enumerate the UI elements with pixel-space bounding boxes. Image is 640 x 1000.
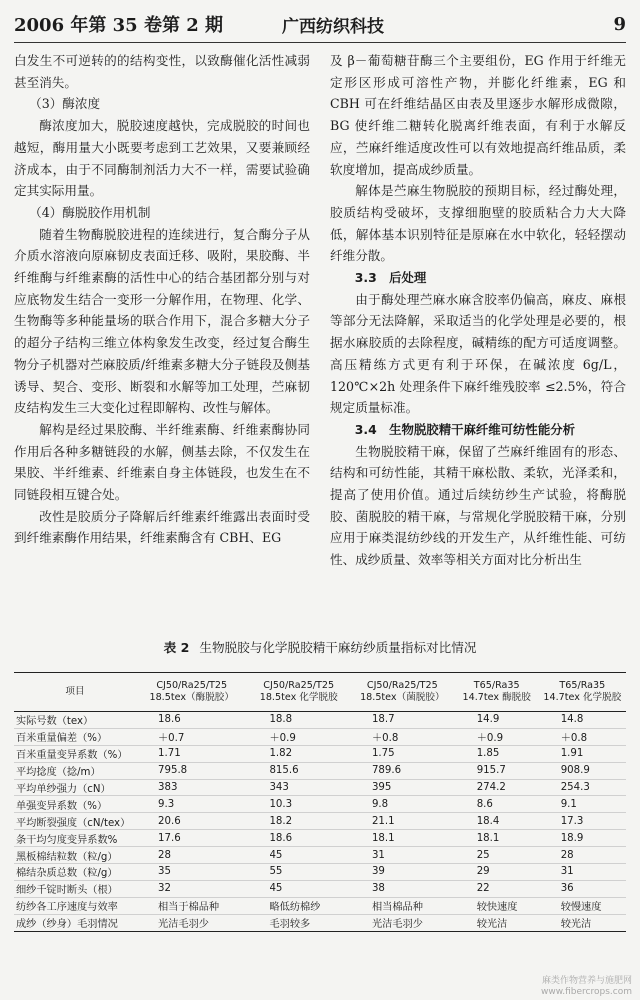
- journal-issue: 2006 年第 35 卷第 2 期: [14, 15, 224, 36]
- section-heading: 3.4 生物脱胶精干麻纤维可纺性能分析: [354, 421, 575, 437]
- cell-value: 22: [455, 880, 539, 897]
- cell-value: 38: [350, 880, 455, 897]
- row-label: 单强变异系数（%）: [14, 796, 136, 813]
- paragraph: 解体是苎麻生物脱胶的预期目标，经过酶处理，胶质结构受破坏，支撑细胞壁的胶质粘合力大大降低，解体基本识别特征是原麻在水中软化，轻轻摆动纤维分散。: [330, 183, 626, 264]
- table-row: [14, 762, 626, 779]
- table-row: [14, 779, 626, 796]
- left-column: [14, 50, 310, 549]
- cell-value: 18.4: [455, 813, 539, 830]
- table-row: [14, 914, 626, 931]
- watermark: [541, 976, 632, 998]
- paragraph: 及 β－葡萄糖苷酶三个主要组份，EG 作用于纤维无定形区形成可溶性产物，并膨化纤维素，EG 和 CBH 可在纤维结晶区由表及里逐步水解形成微隙，BG 使纤维二糖转化脱离纤维表面，有利于水解反应，苎麻纤维适度改性可以有效地提高纤维品质，柔软度增加，提高成纱质量。: [330, 53, 626, 177]
- cell-value: 789.6: [350, 762, 455, 779]
- table-row: [14, 813, 626, 830]
- table-row: [14, 728, 626, 745]
- cell-value: 1.85: [455, 745, 539, 762]
- table-row: [14, 847, 626, 864]
- table-row: [14, 712, 626, 729]
- paragraph: 解构是经过果胶酶、半纤维素酶、纤维素酶协同作用后各种多糖链段的水解，侧基去除，不仅发生在果胶、半纤维素、纤维素自身主体链段，也发生在不同链段相互键合处。: [14, 421, 310, 503]
- cell-value: 31: [539, 864, 626, 881]
- page-header: [14, 6, 626, 43]
- paragraph: 酶浓度加大，脱胶速度越快，完成脱胶的时间也越短，酶用量大小既要考虑到工艺效果，又要兼顾经济成本，由于不同酶制剂活力大不一样，需要试验确定其实际用量。: [14, 118, 310, 199]
- table-caption: [0, 637, 640, 656]
- paragraph: 由于酶处理苎麻水麻含胶率仍偏高，麻皮、麻根等部分无法降解，采取适当的化学处理是必要的，根据水麻胶质的去除程度，碱精练的配方可适度调整。高压精练方式更有利于环保，在碱浓度 6g/L，120℃×2h 处理条件下麻纤维残胶率 ≤2.5%，符合规定质量标准。: [330, 291, 626, 416]
- cell-value: 915.7: [455, 762, 539, 779]
- cell-value: 55: [247, 864, 350, 881]
- row-label: 棉结杂质总数（粒/g）: [14, 864, 136, 881]
- cell-value: 9.1: [539, 796, 626, 813]
- paragraph: 随着生物酶脱胶进程的连续进行，复合酶分子从介质水溶液向原麻韧皮表面迁移、吸附，果胶酶、半纤维酶与纤维素酶的活性中心的结合基团都分别与对应底物发生结合一变形一分解作用，在物理、化学、生物酶等多种能量场的联合作用下，混合多糖大分子的超分子结构三维立体构象发生改变，经过复合酶生物分子机器对苎麻胶质/纤维素多糖大分子链段及侧基诱导、契合、变形、断裂和水解等加工处理，苎麻韧皮结构发生三大变化过程即解构、改性与解体。: [14, 226, 310, 416]
- cell-value: ＋0.9: [455, 728, 539, 745]
- row-label: 成纱（纱身）毛羽情况: [14, 914, 136, 931]
- row-label: 细纱千锭时断头（根）: [14, 880, 136, 897]
- paragraph: 白发生不可逆转的的结构变性，以致酶催化活性减弱甚至消失。: [14, 53, 310, 90]
- row-label: 百米重量变异系数（%）: [14, 745, 136, 762]
- journal-title: 广西纺织科技: [282, 16, 384, 37]
- cell-value: 较慢速度: [539, 897, 626, 914]
- cell-value: 1.71: [136, 745, 247, 762]
- cell-value: ＋0.8: [539, 728, 626, 745]
- cell-value: 14.8: [539, 712, 626, 729]
- paragraph: 生物脱胶精干麻，保留了苎麻纤维固有的形态、结构和可纺性能，其精干麻松散、柔软，光泽柔和，提高了使用价值。通过后续纺纱生产试验，将酶脱胶、菌脱胶的精干麻，与常规化学脱胶精干麻，分别应用于麻类混纺纱线的开发生产，从纤维性能、可纺性、成纱质量、效率等相关方面对比分析出生: [330, 443, 626, 568]
- cell-value: 18.7: [350, 712, 455, 729]
- header-sample-2: CJ50/Ra25/T25 18.5tex 化学脱胶: [247, 673, 350, 712]
- right-column: [330, 50, 626, 571]
- row-label: 黑板棉结粒数（粒/g）: [14, 847, 136, 864]
- header-sample-5: T65/Ra35 14.7tex 化学脱胶: [539, 673, 626, 712]
- cell-value: 18.1: [455, 830, 539, 847]
- cell-value: 395: [350, 779, 455, 796]
- table-row: [14, 830, 626, 847]
- cell-value: 毛羽较多: [247, 914, 350, 931]
- cell-value: 1.82: [247, 745, 350, 762]
- cell-value: 18.6: [136, 712, 247, 729]
- table-row: [14, 880, 626, 897]
- cell-value: 21.1: [350, 813, 455, 830]
- cell-value: 25: [455, 847, 539, 864]
- cell-value: 39: [350, 864, 455, 881]
- cell-value: 45: [247, 847, 350, 864]
- cell-value: 383: [136, 779, 247, 796]
- header-sample-3: CJ50/Ra25/T25 18.5tex（菌脱胶）: [350, 673, 455, 712]
- cell-value: 光洁毛羽少: [136, 914, 247, 931]
- cell-value: 8.6: [455, 796, 539, 813]
- cell-value: 29: [455, 864, 539, 881]
- row-label: 百米重量偏差（%）: [14, 728, 136, 745]
- row-label: 实际号数（tex）: [14, 712, 136, 729]
- cell-value: 17.3: [539, 813, 626, 830]
- watermark-line-1: 麻类作物营养与施肥网: [541, 976, 632, 986]
- paragraph: 改性是胶质分子降解后纤维素纤维露出表面时受到纤维素酶作用结果，纤维素酶含有 CBH、EG: [14, 508, 310, 546]
- table-label: 表 2: [163, 640, 190, 655]
- cell-value: 光洁毛羽少: [350, 914, 455, 931]
- cell-value: 274.2: [455, 779, 539, 796]
- subsection-heading: （4）酶脱胶作用机制: [29, 204, 151, 220]
- cell-value: ＋0.7: [136, 728, 247, 745]
- cell-value: 32: [136, 880, 247, 897]
- cell-value: 908.9: [539, 762, 626, 779]
- cell-value: 18.6: [247, 830, 350, 847]
- header-item: 项目: [14, 673, 136, 712]
- table-row: [14, 745, 626, 762]
- cell-value: 1.91: [539, 745, 626, 762]
- cell-value: 343: [247, 779, 350, 796]
- cell-value: 略低纺棉纱: [247, 897, 350, 914]
- cell-value: 35: [136, 864, 247, 881]
- cell-value: 31: [350, 847, 455, 864]
- cell-value: 28: [136, 847, 247, 864]
- table-caption-text: 生物脱胶与化学脱胶精干麻纺纱质量指标对比情况: [199, 640, 477, 655]
- cell-value: 9.3: [136, 796, 247, 813]
- cell-value: 10.3: [247, 796, 350, 813]
- section-heading: 3.3 后处理: [354, 270, 427, 286]
- table-row: [14, 864, 626, 881]
- header-sample-4: T65/Ra35 14.7tex 酶脱胶: [455, 673, 539, 712]
- cell-value: 较光洁: [539, 914, 626, 931]
- cell-value: 1.75: [350, 745, 455, 762]
- cell-value: 17.6: [136, 830, 247, 847]
- cell-value: ＋0.8: [350, 728, 455, 745]
- row-label: 平均断裂强度（cN/tex）: [14, 813, 136, 830]
- watermark-line-2: www.fibercrops.com: [541, 987, 632, 997]
- cell-value: 815.6: [247, 762, 350, 779]
- table-header-row: [14, 673, 626, 712]
- cell-value: 36: [539, 880, 626, 897]
- cell-value: 较快速度: [455, 897, 539, 914]
- cell-value: 795.8: [136, 762, 247, 779]
- table-row: [14, 796, 626, 813]
- table-body: [14, 712, 626, 932]
- cell-value: ＋0.9: [247, 728, 350, 745]
- cell-value: 18.9: [539, 830, 626, 847]
- cell-value: 14.9: [455, 712, 539, 729]
- cell-value: 18.8: [247, 712, 350, 729]
- cell-value: 254.3: [539, 779, 626, 796]
- cell-value: 相当于棉品种: [136, 897, 247, 914]
- cell-value: 45: [247, 880, 350, 897]
- row-label: 条干均匀度变异系数%: [14, 830, 136, 847]
- row-label: 平均捻度（捻/m）: [14, 762, 136, 779]
- page-number: 9: [613, 13, 626, 35]
- table-row: [14, 897, 626, 914]
- subsection-heading: （3）酶浓度: [29, 96, 101, 112]
- row-label: 纺纱各工序速度与效率: [14, 897, 136, 914]
- cell-value: 相当棉品种: [350, 897, 455, 914]
- row-label: 平均单纱强力（cN）: [14, 779, 136, 796]
- cell-value: 18.1: [350, 830, 455, 847]
- comparison-table: [14, 672, 626, 932]
- cell-value: 9.8: [350, 796, 455, 813]
- cell-value: 18.2: [247, 813, 350, 830]
- header-sample-1: CJ50/Ra25/T25 18.5tex（酶脱胶）: [136, 673, 247, 712]
- cell-value: 较光洁: [455, 914, 539, 931]
- cell-value: 28: [539, 847, 626, 864]
- cell-value: 20.6: [136, 813, 247, 830]
